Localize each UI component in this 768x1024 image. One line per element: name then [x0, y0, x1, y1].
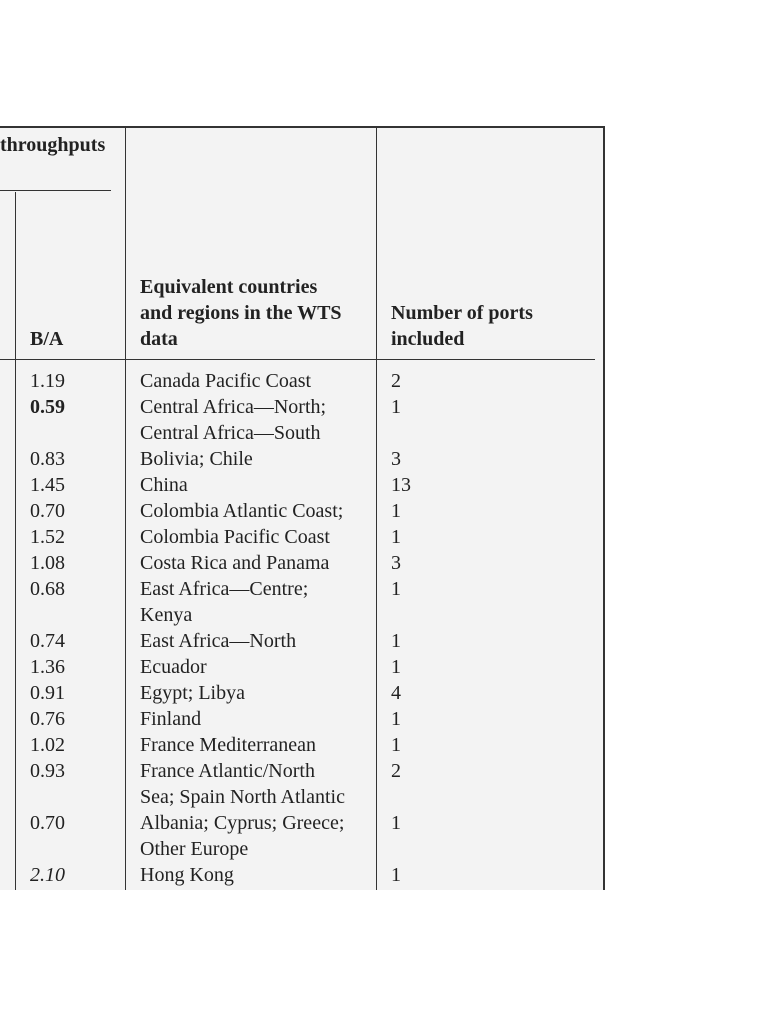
- ratio-cell: 1.08: [30, 552, 65, 574]
- ratio-cell: 0.70: [30, 500, 65, 522]
- country-cell: Canada Pacific Coast: [140, 370, 312, 392]
- country-cell: Hong Kong: [140, 864, 234, 886]
- country-cell: East Africa—North: [140, 630, 297, 652]
- ratio-cell: 1.19: [30, 370, 65, 392]
- countries-column-divider: [376, 128, 377, 890]
- countries-header-line-3: data: [140, 328, 178, 350]
- country-cell: Other Europe: [140, 838, 249, 860]
- ratio-cell: 1.36: [30, 656, 65, 678]
- ratio-cell: 0.59: [30, 396, 65, 418]
- country-cell: France Mediterranean: [140, 734, 317, 756]
- ratio-cell: 2.10: [30, 864, 65, 886]
- port-cell: [391, 602, 411, 628]
- country-cell: Central Africa—South: [140, 422, 321, 444]
- ratio-cell: [30, 784, 65, 810]
- country-cell: Colombia Pacific Coast: [140, 526, 330, 548]
- country-cell: Egypt; Libya: [140, 682, 245, 704]
- ratio-cell: 1.02: [30, 734, 65, 756]
- port-cell: 1: [391, 578, 401, 600]
- ratio-cell: [30, 602, 65, 628]
- group-header-underline: [0, 190, 111, 191]
- ratio-cell: [30, 836, 65, 862]
- ports-header: [391, 300, 533, 352]
- left-column-divider: [15, 192, 16, 890]
- countries-column: [140, 368, 345, 888]
- port-cell: 13: [391, 474, 411, 496]
- ratio-cell: 0.91: [30, 682, 65, 704]
- ratio-cell: 0.76: [30, 708, 65, 730]
- country-cell: Finland: [140, 708, 202, 730]
- ratio-cell: 1.45: [30, 474, 65, 496]
- port-cell: [391, 784, 411, 810]
- port-cell: 1: [391, 864, 401, 886]
- country-cell: China: [140, 474, 188, 496]
- group-header: throughputs: [0, 134, 106, 156]
- ratio-cell: 0.70: [30, 812, 65, 834]
- port-cell: 1: [391, 812, 401, 834]
- ratio-cell: 0.68: [30, 578, 65, 600]
- port-cell: [391, 836, 411, 862]
- port-cell: 3: [391, 448, 401, 470]
- header-bottom-rule: [0, 359, 595, 360]
- country-cell: Bolivia; Chile: [140, 448, 253, 470]
- country-cell: France Atlantic/North: [140, 760, 315, 782]
- port-cell: [391, 420, 411, 446]
- country-cell: Albania; Cyprus; Greece;: [140, 812, 345, 834]
- ports-header-line-1: Number of ports: [391, 302, 533, 324]
- country-cell: Colombia Atlantic Coast;: [140, 500, 344, 522]
- ratio-cell: 0.74: [30, 630, 65, 652]
- port-cell: 2: [391, 760, 401, 782]
- country-cell: Central Africa—North;: [140, 396, 327, 418]
- ratio-cell: 0.93: [30, 760, 65, 782]
- port-cell: 3: [391, 552, 401, 574]
- table-panel: [0, 126, 605, 890]
- countries-header-line-1: Equivalent countries: [140, 276, 318, 298]
- port-cell: 1: [391, 656, 401, 678]
- ports-header-line-2: included: [391, 328, 465, 350]
- ratio-cell: 1.52: [30, 526, 65, 548]
- ports-column: [391, 368, 411, 888]
- country-cell: Kenya: [140, 604, 193, 626]
- port-cell: 4: [391, 682, 401, 704]
- country-cell: Costa Rica and Panama: [140, 552, 330, 574]
- ratio-header: B/A: [30, 328, 64, 350]
- country-cell: Sea; Spain North Atlantic: [140, 786, 345, 808]
- port-cell: 1: [391, 630, 401, 652]
- countries-header: [140, 274, 342, 352]
- port-cell: 2: [391, 370, 401, 392]
- ratio-cell: [30, 420, 65, 446]
- ratio-column: [30, 368, 65, 888]
- ratio-column-divider: [125, 128, 126, 890]
- country-cell: East Africa—Centre;: [140, 578, 309, 600]
- ratio-cell: 0.83: [30, 448, 65, 470]
- port-cell: 1: [391, 396, 401, 418]
- port-cell: 1: [391, 708, 401, 730]
- port-cell: 1: [391, 734, 401, 756]
- port-cell: 1: [391, 526, 401, 548]
- port-cell: 1: [391, 500, 401, 522]
- countries-header-line-2: and regions in the WTS: [140, 302, 342, 324]
- country-cell: Ecuador: [140, 656, 207, 678]
